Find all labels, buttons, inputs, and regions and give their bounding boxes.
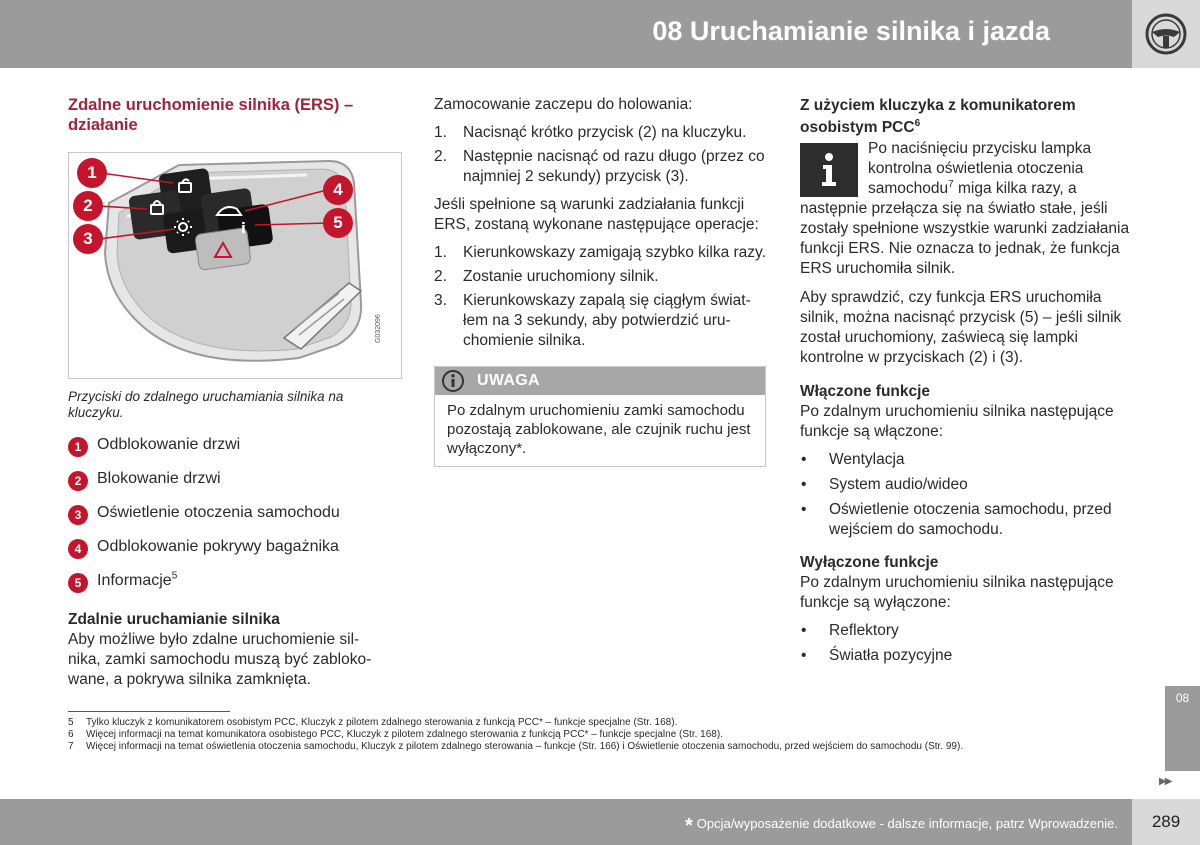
figure-code: G032096 xyxy=(375,314,382,343)
footer-note xyxy=(685,815,1118,838)
list-item-text: System audio/wideo xyxy=(829,476,968,493)
page-number-box xyxy=(1132,799,1200,845)
pcc-heading-text: Z użyciem kluczyka z komunikatorem osobistym PCC xyxy=(800,97,1076,136)
step-text: Następnie nacisnąć od razu długo (przez co najmniej 2 sekundy) przycisk (3). xyxy=(463,148,765,185)
footnote-ref[interactable]: 7 xyxy=(948,178,954,190)
enabled-functions-intro: Po zdalnym uruchomieniu silnika następujące funkcje są włączone: xyxy=(800,403,1114,440)
legend-item xyxy=(68,572,386,593)
chapter-title: 08 Uruchamianie silnika i jazda xyxy=(652,16,1050,46)
step-text: Zostanie uruchomiony silnik. xyxy=(463,268,659,285)
check-paragraph: Aby sprawdzić, czy funkcja ERS uruchomiła silnik, można nacisnąć przycisk (5) – jeśli silnik został uruchomiony, zaświecą się lampki kontrolne w przyciskach (2) i (3). xyxy=(800,289,1122,366)
side-tab-label: 08 xyxy=(1175,691,1190,705)
legend-badge: 4 xyxy=(68,539,88,559)
info-icon xyxy=(800,143,858,197)
legend-text: Blokowanie drzwi xyxy=(97,470,221,487)
legend-item xyxy=(68,470,386,491)
step-number: 2. xyxy=(434,268,447,285)
steps-list-2 xyxy=(434,243,766,351)
pcc-text-b: miga kilka razy, a następnie przełącza się na światło stałe, jeśli zostały spełnione wszystkie warunki zadziałania funkcji ERS. Nie oznacza to jednak, że funkcja ERS uruchomiła silnik. xyxy=(800,180,1130,277)
legend-badge: 1 xyxy=(68,437,88,457)
legend-text-main: Informacje xyxy=(97,572,172,589)
subsection-heading: Zdalnie uruchamianie silnika xyxy=(68,611,280,628)
step-text: Nacisnąć krótko przycisk (2) na kluczyku. xyxy=(463,124,747,141)
legend-badge: 5 xyxy=(68,573,88,593)
list-item: • Reflektory xyxy=(801,622,899,639)
pcc-heading xyxy=(800,95,1132,139)
conditions-text: Jeśli spełnione są warunki zadziałania funkcji ERS, zostaną wykonane następujące operacje: xyxy=(434,196,759,233)
note-title: UWAGA xyxy=(477,372,540,389)
note-header xyxy=(435,367,765,395)
legend-list xyxy=(68,436,386,593)
callout-4: 4 xyxy=(323,175,353,205)
list-item: • Oświetlenie otoczenia samochodu, przed wejściem do samochodu. xyxy=(800,500,1132,540)
footnote-divider xyxy=(68,711,230,712)
svg-text:i: i xyxy=(241,221,246,237)
legend-badge: 3 xyxy=(68,505,88,525)
info-circle-icon xyxy=(439,367,467,395)
intro-text: Zamocowanie zaczepu do holowania: xyxy=(434,96,693,113)
step-item xyxy=(434,123,766,143)
footnote-ref[interactable]: 6 xyxy=(914,117,921,129)
footnote xyxy=(68,741,1128,753)
footnote-text: Tylko kluczyk z komunikatorem osobistym PCC, Kluczyk z pilotem zdalnego sterowania z funkcją PCC* – funkcje specjalne (Str. 168). xyxy=(86,717,678,728)
continue-arrows-icon: ▶▶ xyxy=(1159,776,1171,787)
step-number: 3. xyxy=(434,292,447,309)
note-text: Po zdalnym uruchomieniu zamki samochodu pozostają zablokowane, ale czujnik ruchu jest wyłączony*. xyxy=(447,402,751,457)
footnotes xyxy=(68,717,1128,753)
step-number: 1. xyxy=(434,124,447,141)
step-number: 1. xyxy=(434,244,447,261)
subsection-text: Aby możliwe było zdalne uruchomienie silnika, zamki samochodu muszą być zablokowane, a pokrywa silnika zamknięta. xyxy=(68,631,372,688)
enabled-functions-heading: Włączone funkcje xyxy=(800,383,931,400)
legend-item xyxy=(68,436,386,457)
step-item xyxy=(434,267,766,287)
header-bar xyxy=(0,0,1132,68)
disabled-functions-heading: Wyłączone funkcje xyxy=(800,554,939,571)
footnote-ref[interactable]: 5 xyxy=(171,570,178,582)
list-item: • System audio/wideo xyxy=(801,476,968,493)
footnote-number: 6 xyxy=(68,729,74,740)
list-item: • Światła pozycyjne xyxy=(801,647,953,664)
pcc-text-a: Po naciśnięciu przycisku lampka kontrolna oświetlenia otoczenia samochodu xyxy=(868,140,1092,197)
legend-item xyxy=(68,504,386,525)
step-text: Kierunkowskazy zamigają szybko kilka razy. xyxy=(463,244,766,261)
steering-wheel-icon xyxy=(1144,12,1188,56)
legend-text: Oświetlenie otoczenia samochodu xyxy=(97,504,340,521)
footer-bar xyxy=(0,799,1132,845)
list-item-text: Oświetlenie otoczenia samochodu, przed wejściem do samochodu. xyxy=(829,501,1112,538)
page-number: 289 xyxy=(1151,812,1181,831)
footnote xyxy=(68,729,1128,741)
asterisk-icon: * xyxy=(684,815,693,837)
step-text: Kierunkowskazy zapalą się ciągłym światłem na 3 sekundy, aby potwierdzić uruchomienie silnika. xyxy=(463,292,751,349)
list-item-text: Reflektory xyxy=(829,622,899,639)
disabled-functions-list xyxy=(800,621,1132,666)
footnote-text: Więcej informacji na temat komunikatora osobistego PCC, Kluczyk z pilotem zdalnego sterowania z funkcją PCC* – funkcje specjalne (Str. 168). xyxy=(86,729,723,740)
figure-caption: Przyciski do zdalnego uruchamiania silnika na kluczyku. xyxy=(68,389,344,420)
chapter-icon-box xyxy=(1132,0,1200,68)
step-number: 2. xyxy=(434,148,447,165)
column-left xyxy=(68,95,386,690)
footnote-number: 5 xyxy=(68,717,74,728)
list-item-text: Światła pozycyjne xyxy=(829,647,953,664)
legend-text: Odblokowanie pokrywy bagażnika xyxy=(97,538,339,555)
step-item xyxy=(434,243,766,263)
column-right xyxy=(800,95,1132,671)
chapter-side-tab[interactable] xyxy=(1165,686,1200,771)
legend-badge: 2 xyxy=(68,471,88,491)
footer-note-text: Opcja/wyposażenie dodatkowe - dalsze informacje, patrz Wprowadzenie. xyxy=(696,816,1118,831)
note-box xyxy=(434,366,766,467)
footnote-text: Więcej informacji na temat oświetlenia otoczenia samochodu, Kluczyk z pilotem zdalnego sterowania – funkcje (Str. 166) i Oświetlenie otoczenia samochodu, przed wejściem do samochodu (Str. 99). xyxy=(86,741,964,752)
section-heading: Zdalne uruchomienie silnika (ERS) – działanie xyxy=(68,96,354,134)
enabled-functions-list xyxy=(800,450,1132,540)
column-middle xyxy=(434,95,766,467)
list-item: • Wentylacja xyxy=(801,451,905,468)
callout-3: 3 xyxy=(73,224,103,254)
footnote xyxy=(68,717,1128,729)
step-item xyxy=(434,291,766,351)
key-figure xyxy=(68,152,402,379)
list-item-text: Wentylacja xyxy=(829,451,905,468)
callout-5: 5 xyxy=(323,208,353,238)
disabled-functions-intro: Po zdalnym uruchomieniu silnika następujące funkcje są wyłączone: xyxy=(800,574,1114,611)
callout-1: 1 xyxy=(77,158,107,188)
footnote-number: 7 xyxy=(68,741,74,752)
steps-list-1 xyxy=(434,123,766,187)
legend-item xyxy=(68,538,386,559)
legend-text xyxy=(97,572,177,590)
step-item xyxy=(434,147,766,187)
legend-text: Odblokowanie drzwi xyxy=(97,436,241,453)
callout-2: 2 xyxy=(73,191,103,221)
